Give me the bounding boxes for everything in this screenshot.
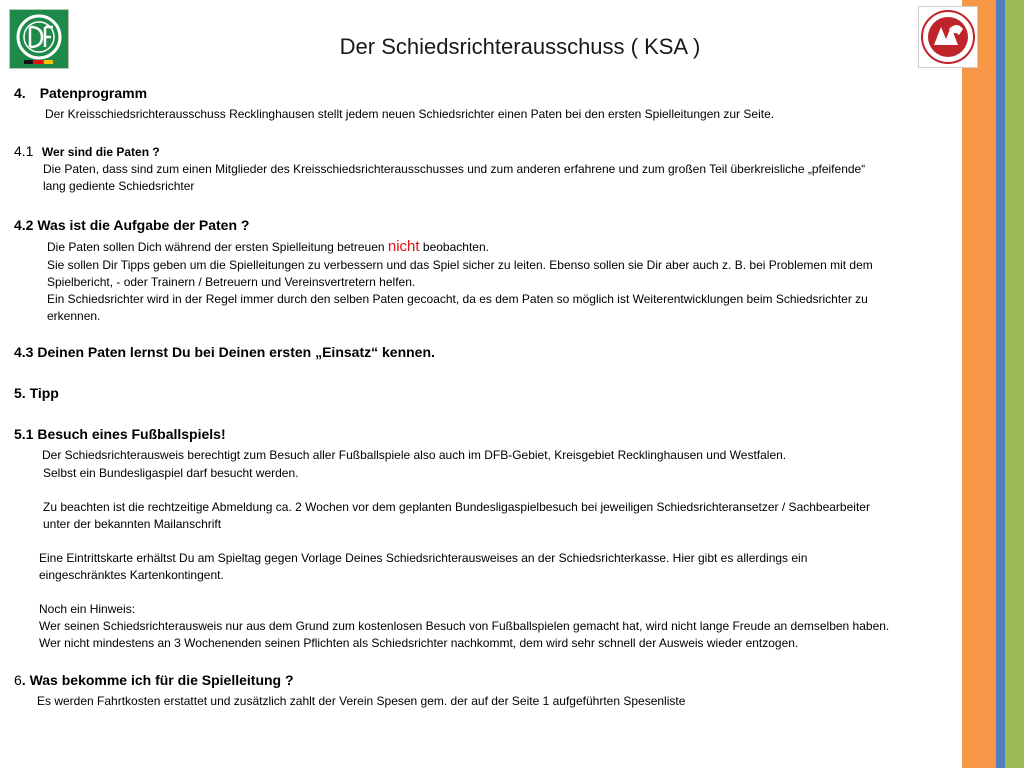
decor-stripe-green [1005, 0, 1024, 768]
section-5-1-para-5: Eine Eintrittskarte erhältst Du am Spieltag gegen Vorlage Deines Schiedsrichterausweises an der Schiedsrichterkasse. Hier gibt es allerdings ein [39, 551, 808, 565]
section-4-text: Der Kreisschiedsrichterausschuss Recklinghausen stellt jedem neuen Schiedsrichter einen Paten bei den ersten Spielleitungen zur Seite. [45, 107, 775, 121]
section-5-1-note-line-2: Wer nicht mindestens an 3 Wochenenden seinen Pflichten als Schiedsrichter nachkommt, dem wird sehr schnell der Ausweis wieder entzogen. [39, 636, 799, 650]
section-6-heading [14, 672, 294, 688]
section-4-1-title: Wer sind die Paten ? [41, 145, 160, 159]
dfb-logo-icon [9, 9, 69, 69]
section-4-2-line-5: erkennen. [47, 309, 101, 323]
section-6-text: Es werden Fahrtkosten erstattet und zusätzlich zahlt der Verein Spesen gem. der auf der Seite 1 aufgeführten Spesenliste [37, 694, 686, 708]
section-5-1-para-4: unter der bekannten Mailanschrift [43, 517, 222, 531]
section-6-number: 6 [14, 672, 22, 688]
section-5-1-para-3: Zu beachten ist die rechtzeitige Abmeldung ca. 2 Wochen vor dem geplanten Bundesligaspielbesuch bei jeweiligen Schiedsrichteransetzer / Sachbearbeiter [43, 500, 870, 514]
section-4-1-line-1: Die Paten, dass sind zum einen Mitglieder des Kreisschiedsrichterausschusses und zum anderen erfahrene und zum großen Teil überkreisliche „pfeifende“ [43, 162, 866, 176]
section-4-2-line-3: Spielbericht, - oder Trainern / Betreuern und Vereinsvertretern helfen. [47, 275, 416, 289]
section-4-title: Patenprogramm [39, 85, 148, 101]
section-4-2-line-1-post: beobachten. [419, 240, 489, 254]
section-4-2-line-1 [47, 238, 489, 255]
section-4-1-line-2: lang gediente Schiedsrichter [43, 179, 195, 193]
section-5-1-para-2: Selbst ein Bundesligaspiel darf besucht werden. [43, 466, 299, 480]
section-4-heading [14, 85, 147, 101]
decor-stripe-blue [996, 0, 1005, 768]
section-4-2-heading: 4.2 Was ist die Aufgabe der Paten ? [14, 217, 250, 233]
dfb-logo-graphic [10, 10, 68, 68]
section-6-title: . Was bekomme ich für die Spielleitung ? [21, 672, 294, 688]
section-5-heading: 5. Tipp [14, 385, 59, 401]
section-4-1-number: 4.1 [14, 143, 34, 159]
section-5-1-note-label: Noch ein Hinweis: [39, 602, 136, 616]
section-5-1-note-line-1: Wer seinen Schiedsrichterausweis nur aus dem Grund zum kostenlosen Besuch von Fußballspielen gemacht hat, wird nicht lange Freude an demselben haben. [39, 619, 890, 633]
section-4-number: 4. [14, 85, 26, 101]
decor-stripe-orange [962, 0, 996, 768]
section-4-2-emphasis: nicht [387, 238, 420, 255]
section-4-2-line-4: Ein Schiedsrichter wird in der Regel immer durch den selben Paten gecoacht, da es dem Paten so möglich ist Weiterentwicklungen beim Schiedsrichter zu [47, 292, 868, 306]
section-5-1-para-1: Der Schiedsrichterausweis berechtigt zum Besuch aller Fußballspiele also auch im DFB-Gebiet, Kreisgebiet Recklinghausen und Westfalen. [42, 448, 787, 462]
section-5-1-para-6: eingeschränktes Kartenkontingent. [39, 568, 224, 582]
section-4-3-heading: 4.3 Deinen Paten lernst Du bei Deinen ersten „Einsatz“ kennen. [14, 344, 435, 360]
section-4-2-line-1-pre: Die Paten sollen Dich während der ersten Spielleitung betreuen [47, 240, 388, 254]
page-title: Der Schiedsrichterausschuss ( KSA ) [339, 34, 701, 59]
section-4-1-heading [14, 143, 160, 161]
section-5-1-heading: 5.1 Besuch eines Fußballspiels! [14, 426, 226, 442]
section-4-2-line-2: Sie sollen Dir Tipps geben um die Spielleitungen zu verbessern und das Spiel sicher zu leiten. Ebenso sollen sie Dir aber auch z. B. bei Problemen mit dem [47, 258, 873, 272]
